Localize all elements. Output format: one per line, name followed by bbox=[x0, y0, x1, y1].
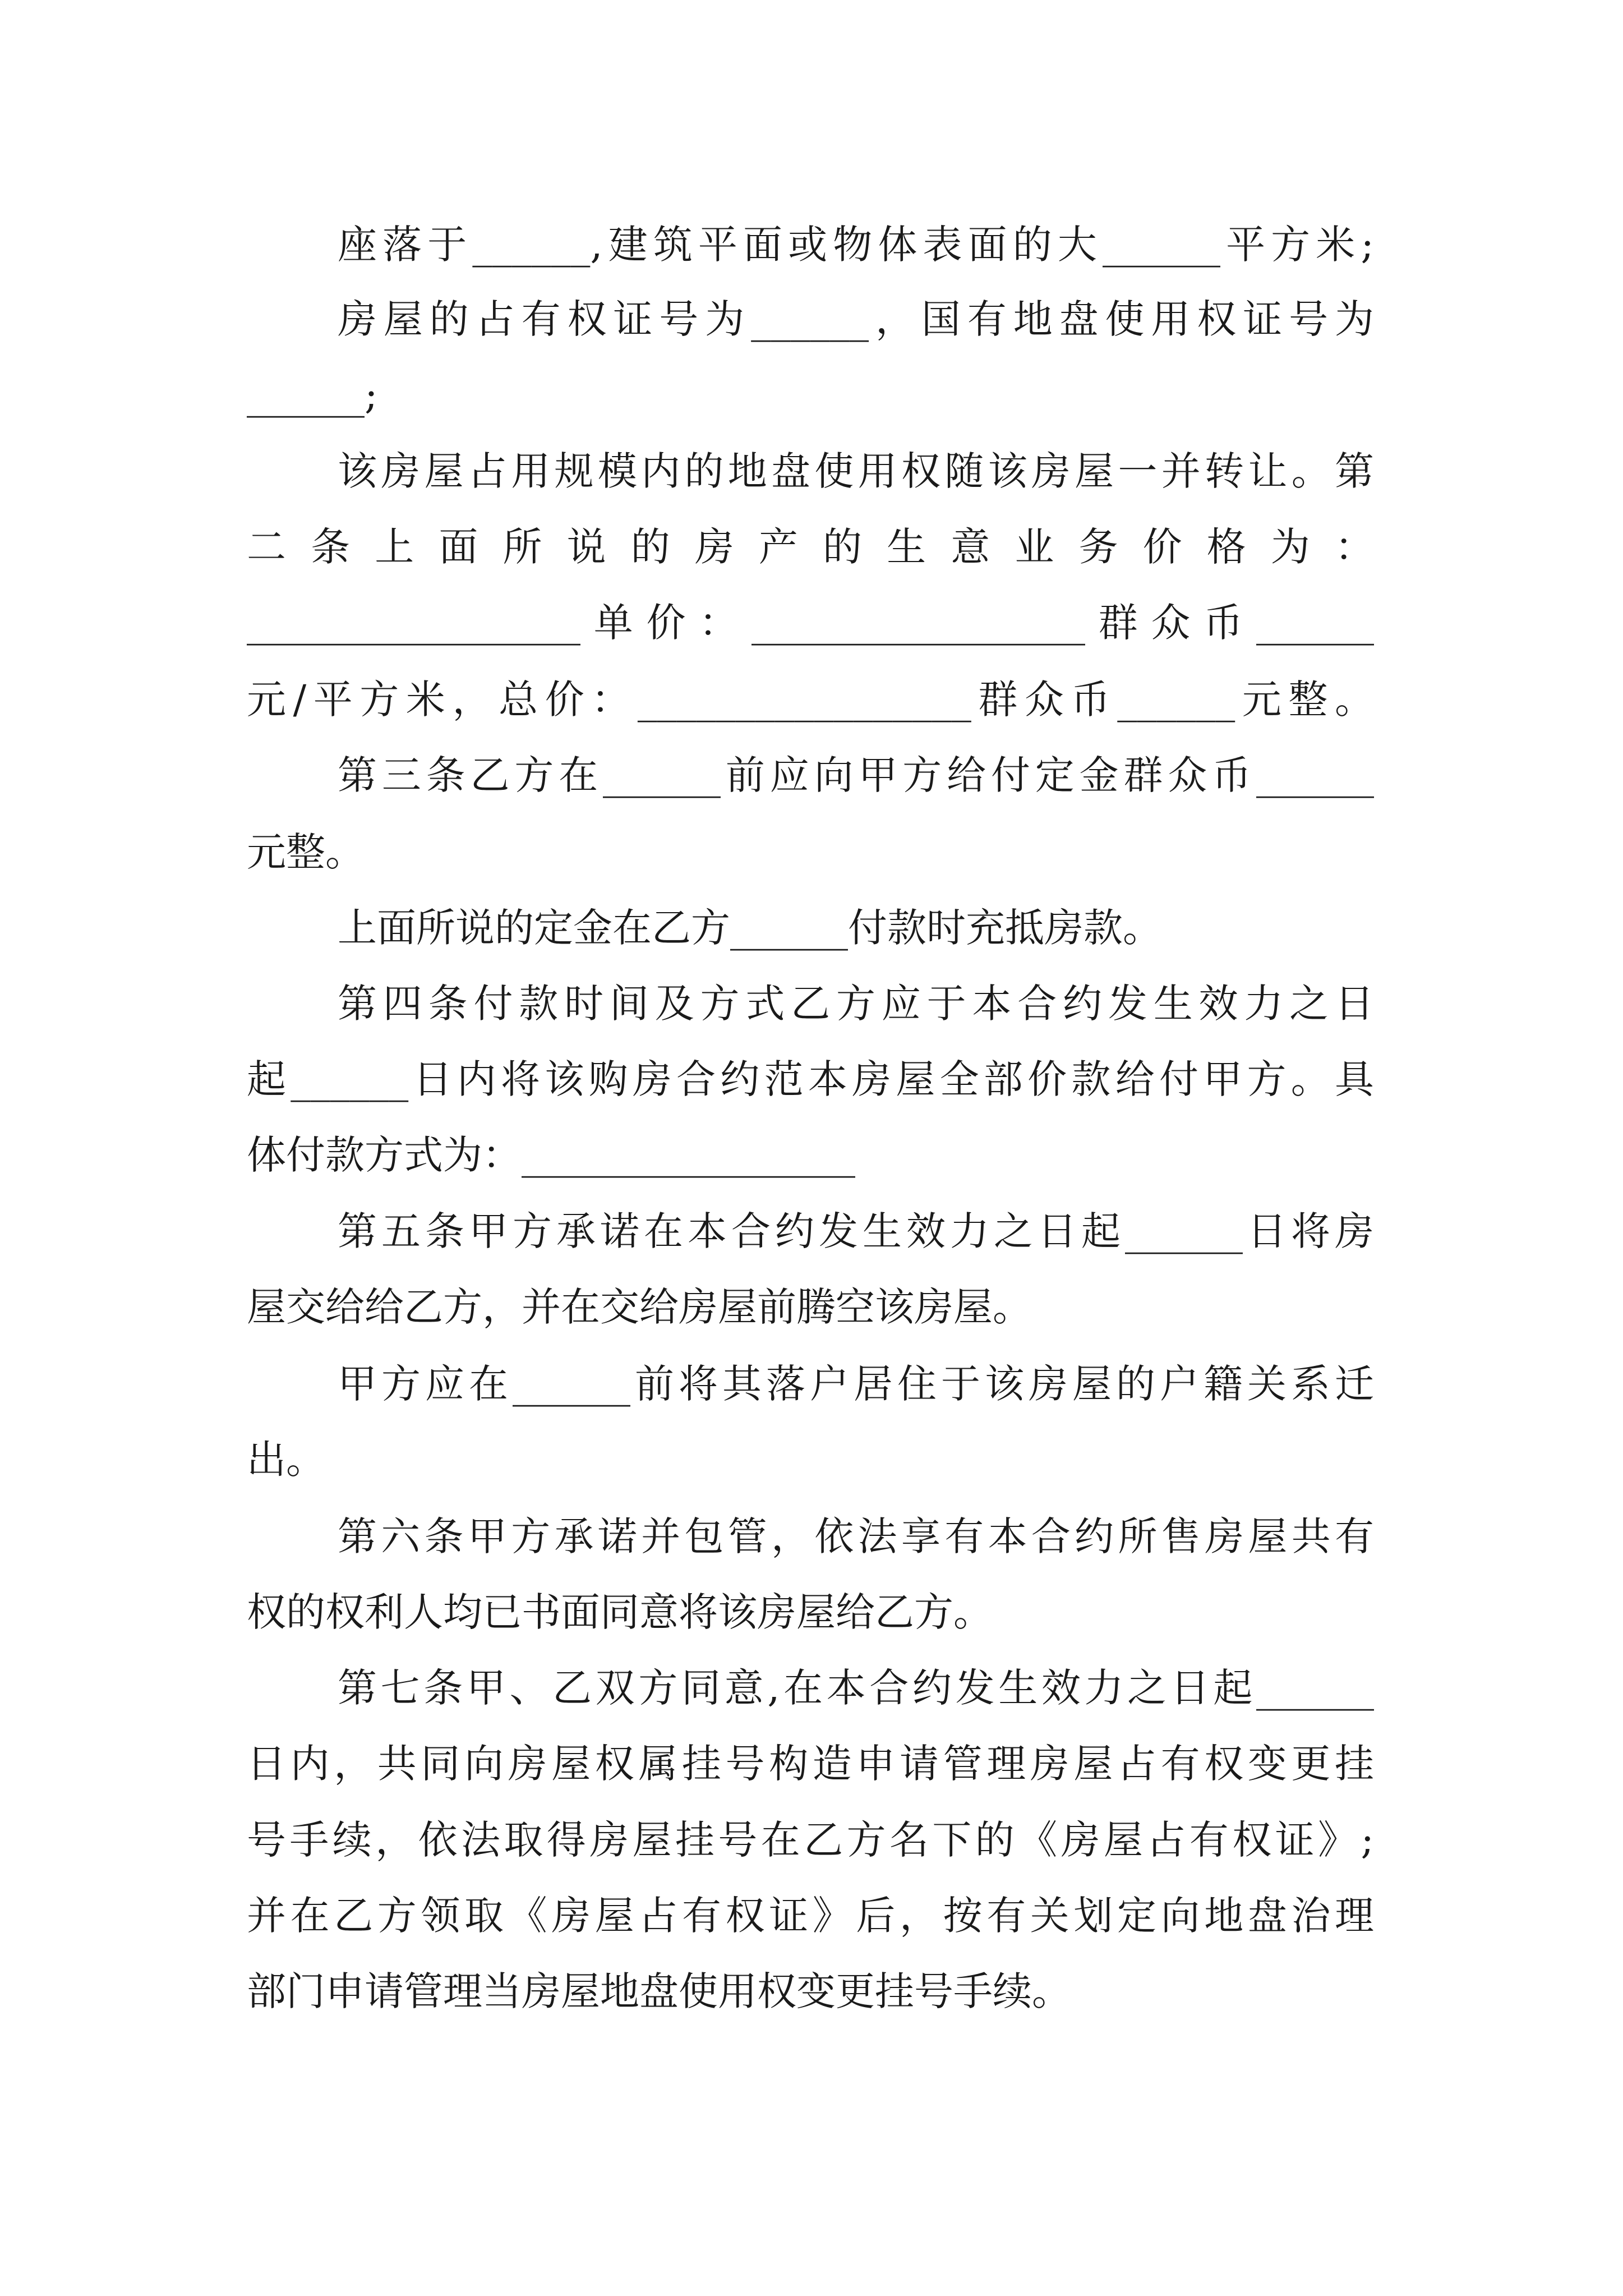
text-line: 该房屋占用规模内的地盘使用权随该房屋一并转让。第 bbox=[338, 448, 1374, 494]
text-line: 并在乙方领取《房屋占有权证》后，按有关划定向地盘治理 bbox=[247, 1893, 1374, 1939]
text-line: 部门申请管理当房屋地盘使用权变更挂号手续。 bbox=[247, 1968, 1071, 2014]
text-line: _________________单价：_________________群众币______ bbox=[247, 600, 1374, 646]
text-line: 权的权利人均已书面同意将该房屋给乙方。 bbox=[247, 1589, 993, 1635]
text-line: 体付款方式为：_________________ bbox=[247, 1132, 855, 1178]
text-line: 出。 bbox=[247, 1437, 325, 1483]
text-line: 号手续，依法取得房屋挂号在乙方名下的《房屋占有权证》; bbox=[247, 1817, 1374, 1863]
text-line: 日内，共同向房屋权属挂号构造申请管理房屋占有权变更挂 bbox=[247, 1741, 1374, 1787]
text-line: 第六条甲方承诺并包管，依法享有本合约所售房屋共有 bbox=[338, 1513, 1374, 1559]
text-line: 元/平方米，总价：_________________群众币______元整。 bbox=[247, 677, 1374, 723]
text-line: 甲方应在______前将其落户居住于该房屋的户籍关系迁 bbox=[338, 1361, 1374, 1407]
text-line: 第七条甲、乙双方同意,在本合约发生效力之日起______ bbox=[338, 1665, 1374, 1711]
text-line: 元整。 bbox=[247, 829, 365, 875]
text-line: 起______日内将该购房合约范本房屋全部价款给付甲方。具 bbox=[247, 1056, 1374, 1102]
text-line: 上面所说的定金在乙方______付款时充抵房款。 bbox=[338, 905, 1162, 951]
text-line: 第五条甲方承诺在本合约发生效力之日起______日将房 bbox=[338, 1208, 1374, 1254]
text-line: 屋交给给乙方，并在交给房屋前腾空该房屋。 bbox=[247, 1284, 1032, 1330]
text-line: 座落于______,建筑平面或物体表面的大______平方米; bbox=[338, 222, 1374, 268]
text-line: ______; bbox=[247, 372, 378, 418]
text-line: 二 条 上 面 所 说 的 房 产 的 生 意 业 务 价 格 为 ： bbox=[247, 524, 1374, 570]
text-line: 第三条乙方在______前应向甲方给付定金群众币______ bbox=[338, 752, 1374, 798]
text-line: 第四条付款时间及方式乙方应于本合约发生效力之日 bbox=[338, 981, 1374, 1027]
text-line: 房屋的占有权证号为______，国有地盘使用权证号为 bbox=[338, 296, 1374, 342]
